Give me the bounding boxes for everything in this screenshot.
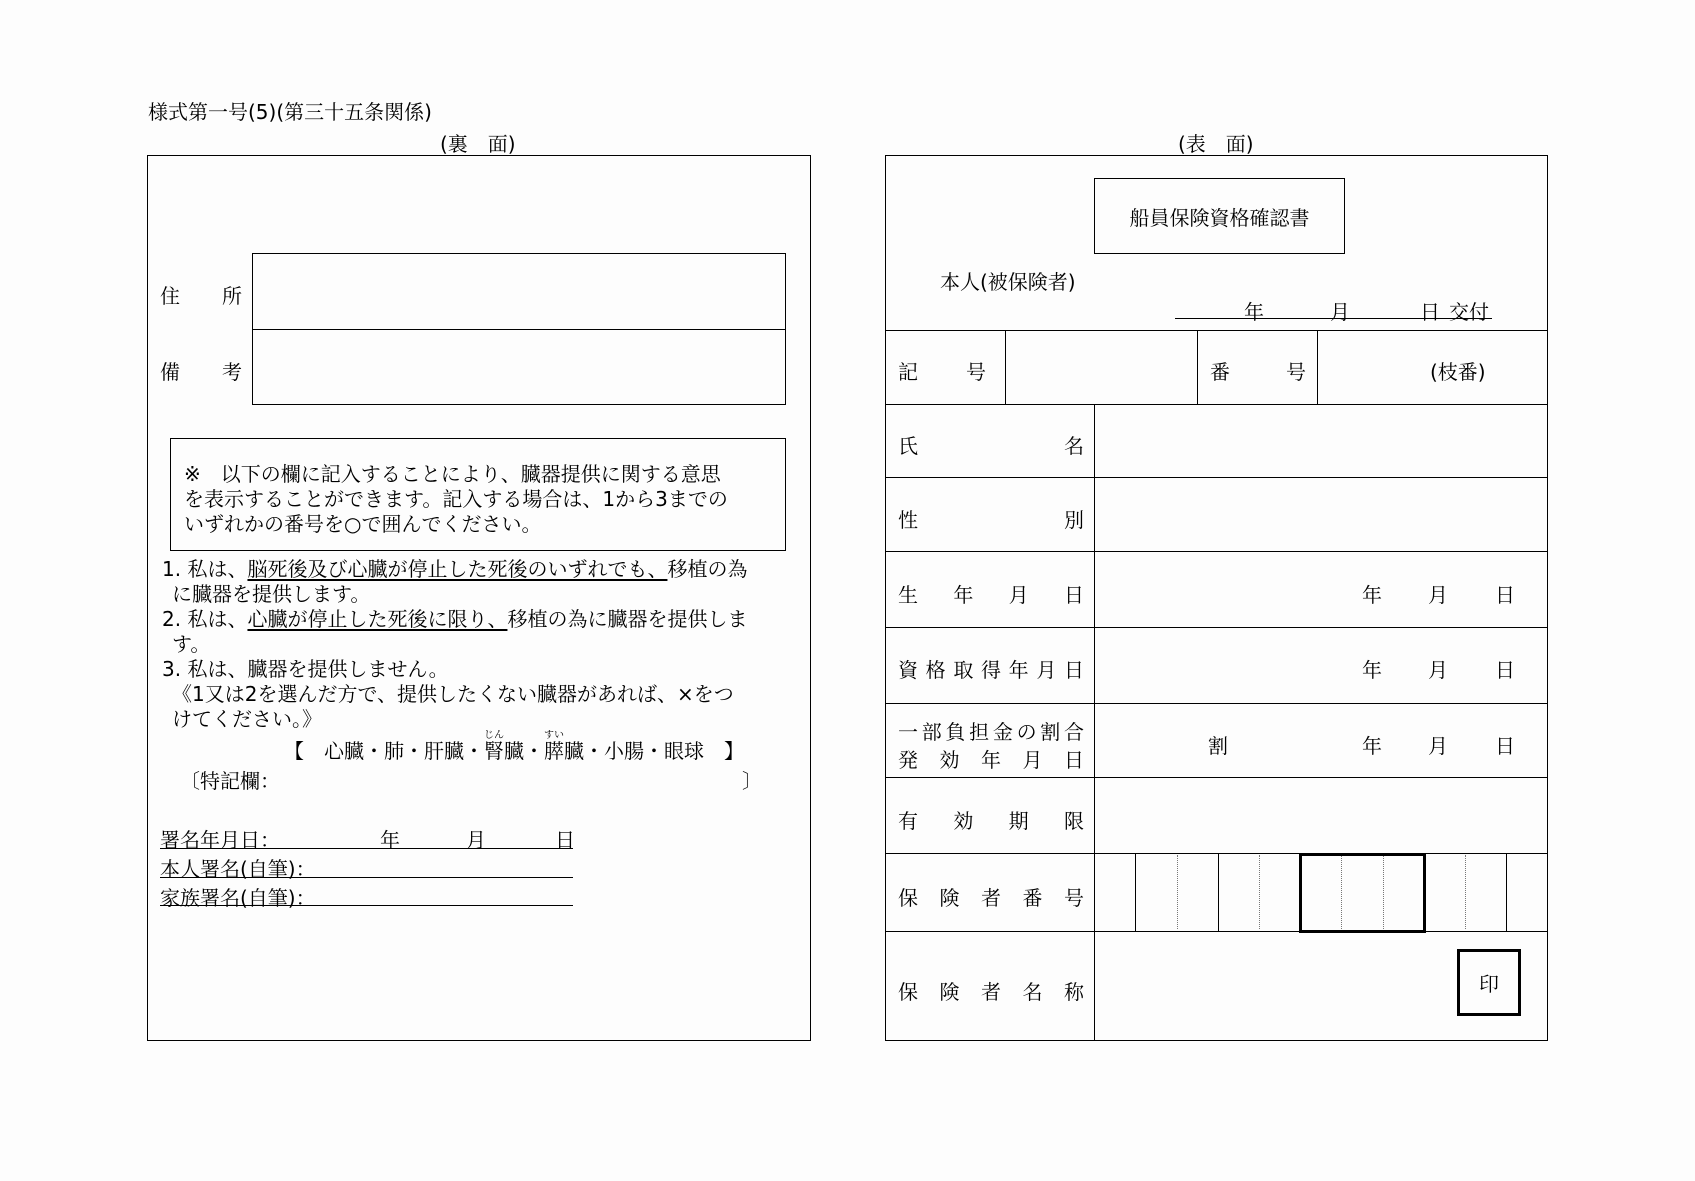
option-2[interactable]: 2. 私は、心臓が停止した死後に限り、移植の為に臓器を提供しま: [162, 607, 748, 631]
symbol-field[interactable]: [1006, 331, 1196, 403]
notice-line: ※ 以下の欄に記入することにより、臓器提供に関する意思: [184, 462, 721, 486]
copay-ratio-label: 一部負担金の割合: [898, 720, 1084, 744]
issue-day: 日: [1420, 300, 1440, 324]
instruction-line: けてください。》: [172, 707, 322, 731]
remarks-field[interactable]: [252, 329, 786, 405]
family-signature-field[interactable]: [160, 905, 573, 906]
insurer-number-label: 保険者番号: [898, 886, 1084, 910]
self-signature-field[interactable]: [160, 877, 573, 878]
notice-line: を表示することができます。記入する場合は、1から3までの: [184, 487, 728, 511]
address-label: 住所: [160, 284, 242, 308]
form-title: 様式第一号(5)(第三十五条関係): [148, 100, 432, 124]
validity-label: 有効期限: [898, 809, 1084, 833]
branch-number-label: (枝番): [1430, 360, 1486, 384]
qual-month: 月: [1428, 658, 1448, 682]
option-1-cont: に臓器を提供します。: [172, 582, 371, 606]
effective-date-label: 発効年月日: [898, 748, 1084, 772]
front-heading: (表 面): [1178, 132, 1254, 156]
sign-year: 年: [380, 828, 400, 852]
effective-month: 月: [1428, 734, 1448, 758]
effective-year: 年: [1362, 734, 1382, 758]
sign-month: 月: [466, 828, 486, 852]
qual-day: 日: [1495, 658, 1515, 682]
sign-date-label: 署名年月日：: [160, 828, 280, 852]
option-1[interactable]: 1. 私は、脳死後及び心臓が停止した死後のいずれでも、移植の為: [162, 557, 748, 581]
insurer-number-field[interactable]: [1095, 854, 1547, 930]
seal-box: [1457, 949, 1521, 1016]
gender-label: 性別: [898, 508, 1084, 532]
special-notes-bracket: 〕: [742, 769, 762, 793]
organ-list[interactable]: 【 心臓・肺・肝臓・腎じん臓・膵すい臓・小腸・眼球 】: [284, 730, 744, 763]
family-signature-label: 家族署名(自筆)：: [160, 886, 316, 910]
address-field[interactable]: [252, 253, 786, 330]
special-notes-label: 〔特記欄：: [180, 769, 280, 793]
birth-year: 年: [1362, 583, 1382, 607]
special-notes-field[interactable]: [242, 762, 732, 788]
ratio-unit: 割: [1208, 734, 1228, 758]
sign-day: 日: [555, 828, 575, 852]
notice-line: いずれかの番号を○で囲んでください。: [184, 512, 542, 536]
card-title: 船員保険資格確認書: [1129, 205, 1310, 230]
remarks-label: 備考: [160, 360, 242, 384]
option-2-cont: す。: [172, 632, 211, 656]
option-3[interactable]: 3. 私は、臓器を提供しません。: [162, 657, 449, 681]
qual-year: 年: [1362, 658, 1382, 682]
issue-year: 年: [1244, 300, 1264, 324]
birthdate-label: 生年月日: [898, 583, 1084, 607]
birth-day: 日: [1495, 583, 1515, 607]
seal-label: 印: [1479, 972, 1499, 996]
issue-month: 月: [1330, 300, 1350, 324]
birth-month: 月: [1428, 583, 1448, 607]
issue-suffix: 交付: [1449, 300, 1489, 324]
number-label: 番号: [1210, 360, 1306, 384]
back-heading: (裏 面): [440, 132, 516, 156]
insured-person-label: 本人(被保険者): [940, 270, 1076, 294]
card-title-box: [1094, 178, 1345, 254]
qualification-date-label: 資格取得年月日: [898, 658, 1084, 682]
name-label: 氏名: [898, 434, 1084, 458]
insurer-name-label: 保険者名称: [898, 980, 1084, 1004]
effective-day: 日: [1495, 734, 1515, 758]
symbol-label: 記号: [898, 360, 986, 384]
self-signature-label: 本人署名(自筆)：: [160, 857, 316, 881]
instruction-line: 《1又は2を選んだ方で、提供したくない臓器があれば、×をつ: [172, 682, 734, 706]
